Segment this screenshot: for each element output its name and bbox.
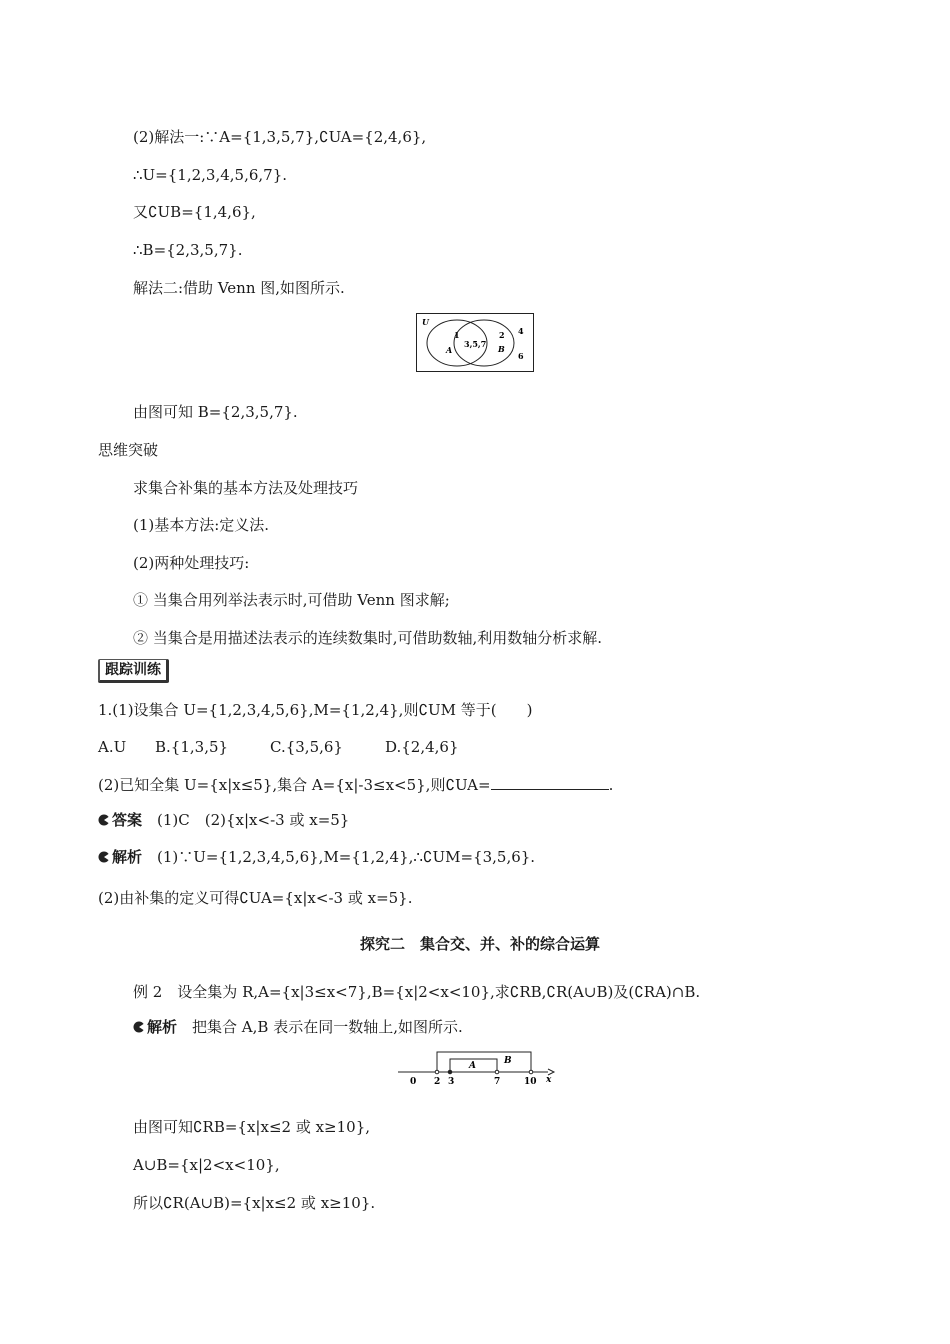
thinking-method-2: (2)两种处理技巧: — [133, 554, 250, 572]
solution-line-3: 又∁UB={1,4,6}, — [133, 203, 256, 221]
analysis-line — [98, 847, 535, 867]
option-d: D.{2,4,6} — [385, 738, 459, 756]
tick-2: 2 — [434, 1077, 441, 1087]
solution-line-4: ∴B={2,3,5,7}. — [133, 241, 243, 259]
answer-line — [98, 810, 349, 830]
result-line-2: A∪B={x|2<x<10}, — [133, 1156, 280, 1174]
solution-line-2: ∴U={1,2,3,4,5,6,7}. — [133, 166, 288, 184]
question-2-end: . — [608, 776, 614, 794]
option-a: A.U — [98, 738, 127, 756]
tick-3: 3 — [448, 1077, 455, 1087]
number-line — [396, 1048, 560, 1088]
example-2-analysis — [133, 1017, 463, 1037]
venn-outside-6: 6 — [518, 351, 524, 361]
venn-intersection: 3,5,7 — [464, 339, 487, 349]
venn-a-only: 1 — [454, 330, 460, 340]
point-3 — [448, 1070, 452, 1074]
answer-text: (1)C (2){x|x<-3 或 x=5} — [157, 811, 350, 829]
thinking-intro: 求集合补集的基本方法及处理技巧 — [133, 479, 359, 497]
thinking-tip-2: ② 当集合是用描述法表示的连续数集时,可借助数轴,利用数轴分析求解. — [133, 629, 603, 647]
example-analysis-label: 解析 — [147, 1018, 178, 1036]
point-7 — [495, 1070, 499, 1074]
thinking-tip-1: ① 当集合用列举法表示时,可借助 Venn 图求解; — [133, 591, 450, 609]
venn-outside-4: 4 — [518, 326, 524, 336]
training-tag: 跟踪训练 — [98, 659, 169, 683]
question-2-text: (2)已知全集 U={x|x≤5},集合 A={x|-3≤x<5},则∁UA= — [98, 776, 491, 794]
result-line-1: 由图可知∁RB={x|x≤2 或 x≥10}, — [133, 1118, 371, 1136]
analysis-text: (1)∵U={1,2,3,4,5,6},M={1,2,4},∴∁UM={3,5,6}. — [157, 848, 536, 866]
example-2: 例 2 设全集为 R,A={x|3≤x<7},B={x|2<x<10},求∁RB,∁R(A∪B)及(∁RA)∩B. — [133, 983, 701, 1001]
analysis-line-2: (2)由补集的定义可得∁UA={x|x<-3 或 x=5}. — [98, 889, 413, 907]
tick-10: 10 — [524, 1077, 537, 1087]
thinking-method-1: (1)基本方法:定义法. — [133, 516, 270, 534]
option-b: B.{1,3,5} — [155, 738, 229, 756]
question-2 — [98, 775, 613, 795]
set-b-bracket — [437, 1052, 531, 1072]
section-2-title: 探究二 集合交、并、补的综合运算 — [360, 935, 601, 953]
answer-blank — [491, 775, 609, 790]
example-analysis-badge-icon — [133, 1021, 145, 1033]
solution-line-6: 由图可知 B={2,3,5,7}. — [133, 403, 298, 421]
axis-label: x — [546, 1075, 552, 1085]
tick-7: 7 — [494, 1077, 501, 1087]
venn-b-label: B — [498, 344, 505, 354]
example-analysis-text: 把集合 A,B 表示在同一数轴上,如图所示. — [192, 1018, 463, 1036]
solution-line-1: (2)解法一:∵A={1,3,5,7},∁UA={2,4,6}, — [133, 128, 427, 146]
point-10 — [529, 1070, 533, 1074]
thinking-title: 思维突破 — [98, 441, 159, 459]
venn-a-label: A — [446, 345, 453, 355]
point-2 — [435, 1070, 439, 1074]
analysis-label: 解析 — [112, 848, 143, 866]
analysis-badge-icon — [98, 851, 110, 863]
result-line-3: 所以∁R(A∪B)={x|x≤2 或 x≥10}. — [133, 1194, 376, 1212]
venn-universe-label: U — [422, 317, 429, 327]
set-a-label: A — [469, 1061, 476, 1071]
option-c: C.{3,5,6} — [270, 738, 343, 756]
answer-badge-icon — [98, 814, 110, 826]
tick-0: 0 — [410, 1077, 417, 1087]
venn-diagram — [416, 313, 534, 372]
question-1: 1.(1)设集合 U={1,2,3,4,5,6},M={1,2,4},则∁UM 等于( ) — [98, 701, 533, 719]
answer-label: 答案 — [112, 811, 143, 829]
solution-line-5: 解法二:借助 Venn 图,如图所示. — [133, 279, 345, 297]
set-b-label: B — [504, 1056, 512, 1066]
venn-b-only: 2 — [499, 330, 505, 340]
